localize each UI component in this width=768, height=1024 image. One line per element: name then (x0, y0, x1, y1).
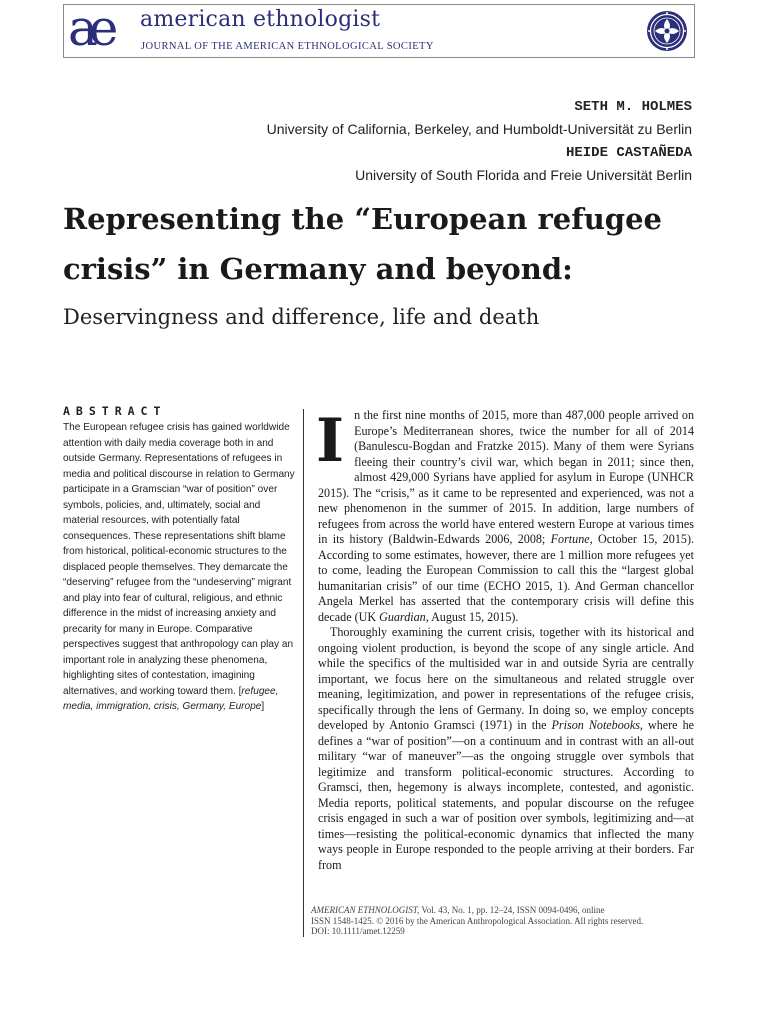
journal-masthead (63, 0, 695, 58)
body-italic-run: Prison Notebooks, (551, 718, 643, 732)
drop-cap: I (316, 406, 345, 476)
journal-name: american ethnologist (140, 7, 381, 32)
abstract-body: The European refugee crisis has gained worldwide attention with daily media coverage both in and outside Germany. Representations of refugees in media and political discourse in relation to Germany participate in a Gramscian “war of position” over symbols, policies, and, ultimately, social and material resources, with potentially fatal consequences. These representations shift blame from historical, political-economic structures to the displaced people themselves. They demarcate the “deserving” refugee from the “undeserving” migrant and play into fear of cultural, religious, and ethnic difference in the midst of increasing anxiety and precarity for many in Europe. Comparative perspectives suggest that anthropology can play an important role in analyzing these phenomena, highlighting sites of contestation, imagining alternatives, and working toward them. [ (63, 422, 295, 697)
body-text-run: n the first nine months of 2015, more than 487,000 people arrived on Europe’s Mediterranean shores, twice the number for all of 2014 (Banulescu-Bogdan and Fratzke 2015). Many of them were Syrians fleeing their country’s civil war, which began in 2011; since then, almost 429,000 Syrians have applied for asylum in Europe (UNHCR 2015). The “crisis,” as it came to be represented and experienced, was not a new phenomenon in the summer of 2015. In addition, large numbers of refugees from across the world have entered western Europe at various times in its history (Baldwin-Edwards 2006, 2008; (318, 408, 694, 546)
abstract-text (63, 420, 295, 715)
citation-journal: AMERICAN ETHNOLOGIST, (311, 905, 420, 915)
abstract-keywords: refugee, media, immigration, crisis, Germany, Europe (63, 685, 279, 712)
body-text-run: where he defines a “war of position”—on a continuum and in contrast with an all-out military “war of maneuver”—as the ongoing struggle over symbols that legitimize and transform political-economic structures. According to Gramsci, then, hegemony is always incomplete, contested, and agonistic. Media reports, political statements, and popular discourse on the refugee crisis engaged in such a war of position over symbols, legitimizing and—at times—resisting the political-economic dynamics that inflected the many ways people in Europe responded to the people arriving at their borders. Far from (318, 718, 694, 872)
body-italic-run: Guardian, (379, 609, 429, 624)
body-text-run: October 15, 2015). According to some estimates, however, there are 1 million more refugees yet to come, leading the European Commission to call this the “largest global humanitarian crisis” of our time (ECHO 2015, 1). And German chancellor Angela Merkel has asserted that the contemporary crisis will define this decade (UK (318, 532, 694, 624)
body-paragraph (318, 408, 694, 625)
citation-footer (311, 905, 643, 937)
body-paragraph (318, 625, 694, 873)
society-seal-icon (646, 10, 688, 52)
author-name: SETH M. HOLMES (574, 99, 692, 115)
citation-doi: DOI: 10.1111/amet.12259 (311, 926, 405, 936)
author-affiliation: University of South Florida and Freie Universität Berlin (355, 167, 692, 183)
author-name: HEIDE CASTAÑEDA (565, 145, 692, 161)
abstract-close: ] (261, 701, 265, 712)
citation-line (311, 905, 643, 916)
abstract-heading: ABSTRACT (63, 404, 167, 418)
column-divider (303, 409, 304, 937)
author-affiliation: University of California, Berkeley, and Humboldt-Universität zu Berlin (266, 121, 692, 137)
body-text-run: August 15, 2015). (428, 609, 519, 624)
body-text-run: Thoroughly examining the current crisis, together with its historical and ongoing violent production, is beyond the scope of any single article. And while the specifics of the multisided war in and outside Syria are centrally important, we focus here on the simultaneous and related struggle over meaning, legitimization, and power in representations of the refugee crisis, specifically through the lens of Germany. In doing so, we employ concepts developed by Antonio Gramsci (1971) in the (318, 625, 694, 732)
article-body (318, 408, 694, 873)
article-title: Representing the “European refugee crisis” in Germany and beyond: (63, 202, 662, 286)
journal-subtitle: JOURNAL OF THE AMERICAN ETHNOLOGICAL SOCIETY (141, 41, 434, 52)
journal-logo: ae (68, 0, 110, 57)
article-subtitle: Deservingness and difference, life and death (63, 305, 540, 329)
body-italic-run: Fortune, (550, 532, 593, 546)
author-block (267, 96, 692, 188)
citation-line: ISSN 1548-1425. © 2016 by the American Anthropological Association. All rights reserved. (311, 915, 644, 926)
citation-text: Vol. 43, No. 1, pp. 12–24, ISSN 0094-0496, online (419, 905, 605, 915)
